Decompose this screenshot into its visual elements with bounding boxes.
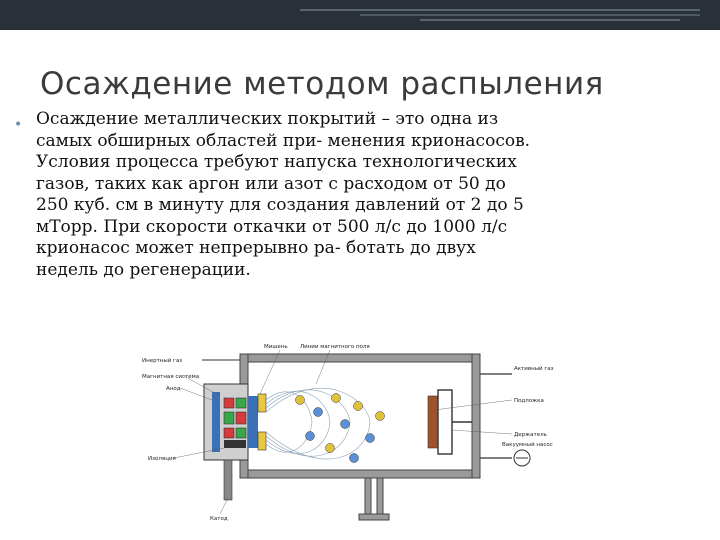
header-band (0, 0, 720, 30)
label-holder: Держатель (514, 432, 547, 438)
sputtering-diagram (140, 340, 570, 536)
body-line: газов, таких как аргон или азот с расходом от 50 до (36, 173, 506, 194)
label-cathode: Катод (210, 516, 228, 522)
label-insulation: Изоляция (148, 456, 176, 462)
label-vacuum-pump: Вакуумный насос (502, 442, 553, 448)
body-line: крионасос может непрерывно ра- ботать до двух (36, 238, 476, 258)
label-substrate: Подложка (514, 398, 544, 404)
chamber-walls (240, 354, 480, 478)
label-targets: Мишень (264, 344, 288, 350)
substrate-holder (428, 390, 472, 454)
decorative-lines (300, 4, 700, 26)
label-anode: Анод (166, 386, 181, 392)
label-inert-gas: Инертный газ (142, 358, 183, 364)
label-active-gas: Активный газ (514, 366, 554, 372)
bullet-icon: • (14, 117, 23, 133)
label-field-lines: Линии магнитного поля (300, 344, 370, 350)
slide-title: Осаждение методом распыления (40, 66, 604, 102)
magnetic-field-lines (266, 388, 370, 459)
body-paragraph (36, 109, 712, 281)
body-line: Условия процесса требуют напуска технологических (36, 152, 517, 172)
body-line: 250 куб. см в минуту для создания давлений от 2 до 5 (36, 195, 524, 215)
exhaust-pipe (359, 478, 389, 520)
body-line: Осаждение металлических покрытий – это одна из (36, 109, 499, 129)
magnetron-assembly (204, 384, 266, 500)
body-line: недель до регенерации. (36, 259, 251, 280)
body-line: самых обширных областей при- менения крионасосов. (36, 130, 531, 151)
body-line: мТорр. При скорости откачки от 500 л/с до 1000 л/с (36, 216, 508, 237)
sputtered-atoms (296, 394, 385, 463)
label-magnet-system: Магнитная система (142, 374, 200, 380)
